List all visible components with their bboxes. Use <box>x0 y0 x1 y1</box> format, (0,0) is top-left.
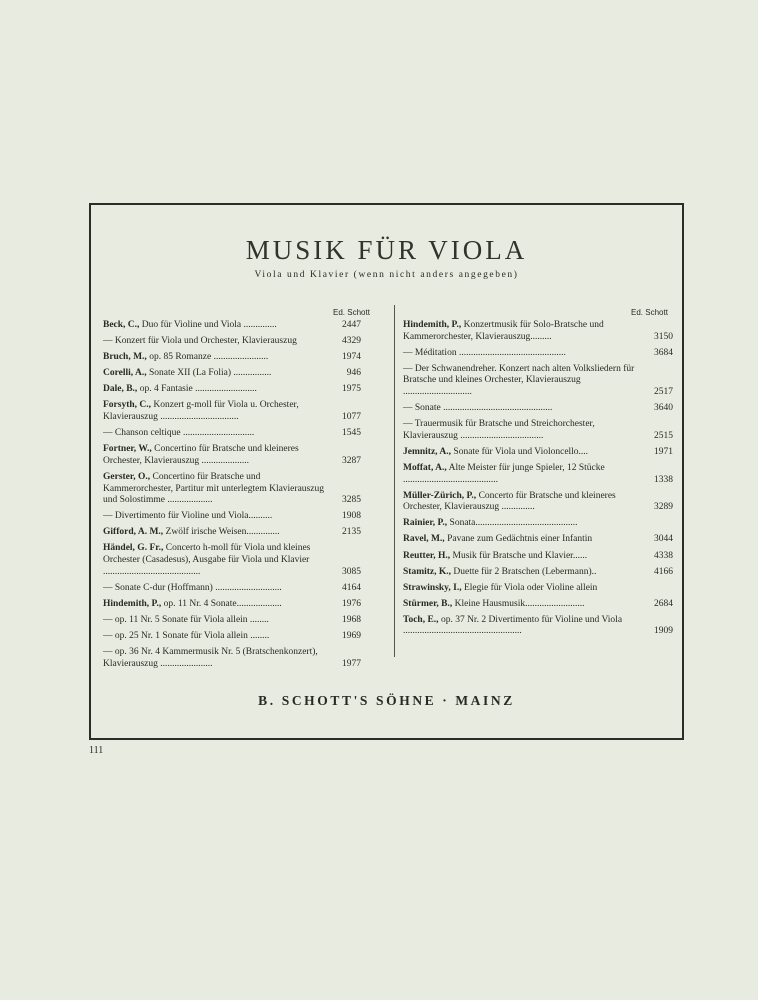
composer-name: Gerster, O., <box>103 471 151 482</box>
entry-text <box>403 348 643 360</box>
catalog-entry <box>403 518 673 530</box>
composer-name: Ravel, M., <box>403 534 445 545</box>
edition-number: 1909 <box>654 626 673 637</box>
entry-text <box>103 352 331 364</box>
entry-text <box>103 368 331 380</box>
edition-number: 3640 <box>654 403 673 414</box>
work-title: Konzertmusik für Solo-Bratsche und Kammerorchester, Klavierauszug......... <box>403 320 604 342</box>
catalog-entry <box>103 400 361 423</box>
entry-text <box>103 384 331 396</box>
work-title: Duette für 2 Bratschen (Lebermann).. <box>453 566 597 577</box>
edition-number: 4164 <box>342 582 361 593</box>
work-title: Concerto h-moll für Viola und kleines Orchester (Casadesus), Ausgabe für Viola und Klavier ......................................... <box>103 543 311 577</box>
publisher-imprint: B. SCHOTT'S SÖHNE · MAINZ <box>258 693 515 708</box>
composer-name: Moffat, A., <box>403 462 447 473</box>
composer-name: Toch, E., <box>403 614 439 625</box>
edition-number: 4329 <box>342 336 361 347</box>
catalog-entry <box>403 320 673 343</box>
edition-number: 1968 <box>342 614 361 625</box>
composer-name: Hindemith, P., <box>403 320 462 330</box>
catalog-entry <box>103 599 361 611</box>
entry-text <box>103 511 331 523</box>
edition-number: 2515 <box>654 430 673 441</box>
entry-text <box>103 472 331 507</box>
catalog-entry <box>103 615 361 627</box>
work-title: — op. 11 Nr. 5 Sonate für Viola allein ........ <box>103 614 269 625</box>
work-title: — Trauermusik für Bratsche und Streichorchester, Klavierauszug ................................... <box>403 419 595 441</box>
work-title: Kleine Hausmusik......................... <box>454 598 585 609</box>
subtitle: Viola und Klavier (wenn nicht anders angegeben) <box>254 270 519 280</box>
catalog-entry <box>103 352 361 364</box>
catalog-entry <box>403 599 673 611</box>
work-title: Sonate XII (La Folia) ................ <box>149 368 272 379</box>
composer-name: Stürmer, B., <box>403 598 453 609</box>
right-column <box>403 320 673 643</box>
work-title: — Chanson celtique .............................. <box>103 428 255 439</box>
work-title: Zwölf irische Weisen.............. <box>165 527 280 538</box>
edition-number: 1976 <box>342 598 361 609</box>
work-title: Musik für Bratsche und Klavier...... <box>452 550 588 561</box>
catalog-entry <box>103 583 361 595</box>
composer-name: Forsyth, C., <box>103 400 152 411</box>
catalog-entry <box>403 447 673 459</box>
entry-text <box>403 320 643 343</box>
left-column-header: Ed. Schott <box>333 308 370 317</box>
entry-text <box>403 518 643 530</box>
edition-number: 1971 <box>654 446 673 457</box>
entry-text <box>403 403 643 415</box>
catalog-entry <box>103 444 361 467</box>
work-title: Sonata........................................... <box>449 518 578 529</box>
work-title: Concertino für Bratsche und Kammerorchester, Partitur mit unterlegtem Klavierauszug und Solostimme ................... <box>103 471 324 506</box>
catalog-entry <box>103 472 361 507</box>
entry-text <box>403 551 643 563</box>
catalog-entry <box>403 551 673 563</box>
composer-name: Händel, G. Fr., <box>103 543 164 554</box>
composer-name: Jemnitz, A., <box>403 446 452 457</box>
composer-name: Hindemith, P., <box>103 598 162 609</box>
edition-number: 4166 <box>654 566 673 577</box>
catalog-entry <box>103 543 361 578</box>
page-number: 111 <box>89 745 104 756</box>
entry-text <box>403 447 643 459</box>
composer-name: Beck, C., <box>103 320 140 330</box>
edition-number: 2517 <box>654 386 673 397</box>
entry-text <box>103 527 331 539</box>
entry-text <box>403 567 643 579</box>
catalog-box <box>89 203 684 740</box>
edition-number: 3044 <box>654 534 673 545</box>
entry-text <box>403 419 643 442</box>
edition-number: 1975 <box>342 384 361 395</box>
entry-text <box>103 583 331 595</box>
work-title: Sonate für Viola und Violoncello.... <box>453 446 589 457</box>
catalog-entry <box>103 527 361 539</box>
entry-text <box>103 543 331 578</box>
composer-name: Rainier, P., <box>403 518 448 529</box>
catalog-entry <box>103 384 361 396</box>
catalog-entry <box>403 364 673 399</box>
entry-text <box>403 364 643 399</box>
entry-text <box>103 615 331 627</box>
catalog-entry <box>103 428 361 440</box>
edition-number: 3085 <box>342 566 361 577</box>
edition-number: 3684 <box>654 347 673 358</box>
composer-name: Stamitz, K., <box>403 566 452 577</box>
composer-name: Dale, B., <box>103 384 138 395</box>
catalog-entry <box>103 368 361 380</box>
catalog-entry <box>403 615 673 638</box>
composer-name: Müller-Zürich, P., <box>403 490 477 501</box>
edition-number: 1338 <box>654 474 673 485</box>
work-title: Konzert g-moll für Viola u. Orchester, Klavierauszug ................................. <box>103 400 299 423</box>
entry-text <box>103 336 331 348</box>
catalog-entry <box>403 403 673 415</box>
entry-text <box>403 463 643 486</box>
work-title: — op. 36 Nr. 4 Kammermusik Nr. 5 (Bratschenkonzert), Klavierauszug ...................... <box>103 647 318 669</box>
catalog-entry <box>403 491 673 514</box>
work-title: op. 4 Fantasie .......................... <box>139 384 257 395</box>
work-title: — Méditation ............................................. <box>403 347 566 358</box>
work-title: — Sonate C-dur (Hoffmann) ............................ <box>103 582 282 593</box>
edition-number: 3289 <box>654 502 673 513</box>
left-column <box>103 320 361 675</box>
entry-text <box>103 631 331 643</box>
entry-text <box>103 647 331 670</box>
catalog-entry <box>403 419 673 442</box>
catalog-entry <box>103 511 361 523</box>
composer-name: Strawinsky, I., <box>403 582 462 593</box>
work-title: — Der Schwanendreher. Konzert nach alten Volksliedern für Bratsche und kleines Orchester, Klavierauszug ............................. <box>403 363 635 397</box>
edition-number: 4338 <box>654 550 673 561</box>
catalog-entry <box>403 463 673 486</box>
edition-number: 1974 <box>342 352 361 363</box>
entry-text <box>103 428 331 440</box>
composer-name: Bruch, M., <box>103 352 147 363</box>
work-title: Elegie für Viola oder Violine allein <box>463 582 598 593</box>
entry-text <box>403 534 643 546</box>
entry-text <box>403 583 643 595</box>
catalog-entry <box>403 583 673 595</box>
entry-text <box>103 400 331 423</box>
edition-number: 2135 <box>342 527 361 538</box>
entry-text <box>403 615 643 638</box>
edition-number: 946 <box>346 368 361 379</box>
work-title: — Sonate .............................................. <box>403 403 553 414</box>
catalog-entry <box>103 320 361 332</box>
edition-number: 1969 <box>342 630 361 641</box>
work-title: Concertino für Bratsche und kleineres Orchester, Klavierauszug .................... <box>103 444 299 466</box>
page-title: MUSIK FÜR VIOLA <box>245 235 528 265</box>
column-divider <box>394 305 395 657</box>
entry-text <box>103 320 331 332</box>
entry-text <box>103 599 331 611</box>
edition-number: 3285 <box>342 495 361 506</box>
entry-text <box>403 599 643 611</box>
work-title: — Konzert für Viola und Orchester, Klavierauszug <box>103 336 297 347</box>
work-title: Alte Meister für junge Spieler, 12 Stücke ........................................ <box>403 462 605 485</box>
work-title: op. 11 Nr. 4 Sonate................... <box>163 598 282 609</box>
edition-number: 2684 <box>654 598 673 609</box>
edition-number: 2447 <box>342 320 361 330</box>
edition-number: 3287 <box>342 455 361 466</box>
work-title: Pavane zum Gedächtnis einer Infantin <box>447 534 593 545</box>
edition-number: 3150 <box>654 331 673 342</box>
catalog-entry <box>103 631 361 643</box>
work-title: — op. 25 Nr. 1 Sonate für Viola allein ........ <box>103 630 270 641</box>
composer-name: Corelli, A., <box>103 368 147 379</box>
work-title: Concerto für Bratsche und kleineres Orchester, Klavierauszug .............. <box>403 490 616 513</box>
catalog-entry <box>103 336 361 348</box>
edition-number: 1545 <box>342 428 361 439</box>
catalog-entry <box>403 348 673 360</box>
edition-number: 1077 <box>342 412 361 423</box>
catalog-entry <box>403 534 673 546</box>
composer-name: Gifford, A. M., <box>103 527 164 538</box>
right-column-header: Ed. Schott <box>631 308 668 317</box>
edition-number: 1908 <box>342 511 361 522</box>
catalog-entry <box>403 567 673 579</box>
work-title: op. 37 Nr. 2 Divertimento für Violine und Viola .................................................. <box>403 614 623 637</box>
work-title: op. 85 Romanze ....................... <box>149 352 269 363</box>
entry-text <box>403 491 643 514</box>
catalog-entry <box>103 647 361 670</box>
work-title: — Divertimento für Violine und Viola.......... <box>103 511 273 522</box>
work-title: Duo für Violine und Viola .............. <box>141 320 277 330</box>
edition-number: 1977 <box>342 658 361 669</box>
composer-name: Fortner, W., <box>103 444 152 455</box>
composer-name: Reutter, H., <box>403 550 451 561</box>
entry-text <box>103 444 331 467</box>
